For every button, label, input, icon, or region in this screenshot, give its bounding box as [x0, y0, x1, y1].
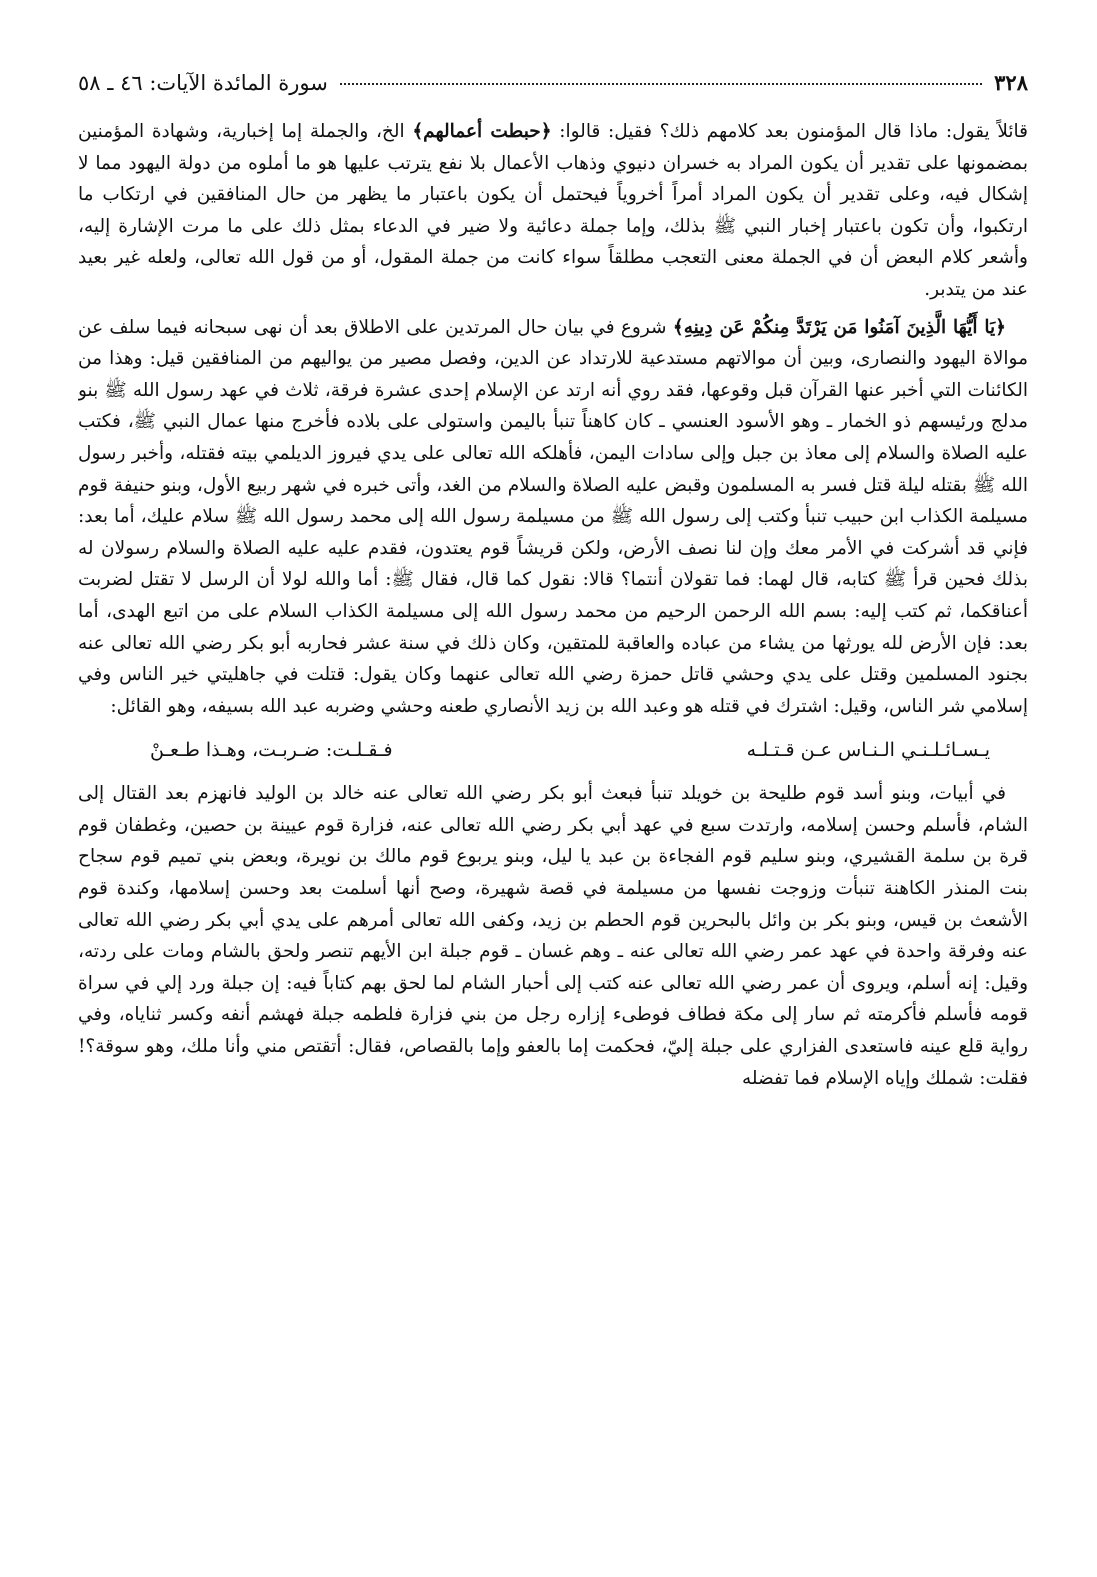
poetry-verse [150, 730, 990, 770]
running-title: سورة المائدة الآيات: ٤٦ ـ ٥٨ [78, 71, 328, 95]
paragraph-2 [78, 312, 1028, 723]
running-header [78, 70, 1028, 110]
quran-verse-quote: ﴿يَا أَيُّهَا الَّذِينَ آمَنُوا مَن يَرْتَدَّ مِنكُمْ عَن دِينِهِ﴾ [672, 316, 1006, 338]
verse-hemistich-2: فـقـلـت: ضـربـت، وهـذا طـعـنْ [150, 739, 393, 762]
paragraph-2-text: شروع في بيان حال المرتدين على الاطلاق بعد أن نهى سبحانه فيما سلف عن موالاة اليهود والنصارى، وبين أن موالاتهم مستدعية للارتداد عن الدين، وفصل مصير من يواليهم من المنافقين قيل: وهذا من الكائنات التي أخبر عنها القرآن قبل وقوعها، فقد روي أنه ارتد عن الإسلام إحدى عشرة فرقة، ثلاث في عهد رسول الله ﷺ بنو مدلج ورئيسهم ذو الخمار ـ وهو الأسود العنسي ـ كان كاهناً تنبأ باليمن واستولى على بلاده فأخرج منها عمال النبي ﷺ، فكتب عليه الصلاة والسلام إلى معاذ بن جبل وإلى سادات اليمن، فأهلكه الله تعالى على يدي فيروز الديلمي بيته فقتله، وأخبر رسول الله ﷺ بقتله ليلة قتل فسر به المسلمون وقبض عليه الصلاة والسلام من الغد، وأتى خبره في شهر ربيع الأول، وبنو حنيفة قوم مسيلمة الكذاب ابن حبيب تنبأ وكتب إلى رسول الله ﷺ من مسيلمة رسول الله إلى محمد رسول الله ﷺ سلام عليك، أما بعد: فإني قد أشركت في الأمر معك وإن لنا نصف الأرض، ولكن قريشاً قوم يعتدون، فقدم عليه عليه الصلاة والسلام رسولان له بذلك فحين قرأ ﷺ كتابه، قال لهما: فما تقولان أنتما؟ قالا: نقول كما قال، فقال ﷺ: أما والله لولا أن الرسل لا تقتل لضربت أعناقكما، ثم كتب إليه: بسم الله الرحمن الرحيم من محمد رسول الله إلى مسيلمة الكذاب السلام على من اتبع الهدى، أما بعد: فإن الأرض لله يورثها من يشاء من عباده والعاقبة للمتقين، وكان ذلك في سنة عشر فحاربه أبو بكر رضي الله تعالى عنه بجنود المسلمين وقتل على يدي وحشي قاتل حمزة رضي الله تعالى عنهما وكان يقول: قتلت في جاهليتي خير الناس وفي إسلامي شر الناس، وقيل: اشترك في قتله هو وعبد الله بن زيد الأنصاري طعنه وحشي وضربه عبد الله بسيفه، وهو القائل: [78, 316, 1028, 717]
paragraph-1-text-start: قائلاً يقول: ماذا قال المؤمنون بعد كلامهم ذلك؟ فقيل: قالوا: [551, 121, 1028, 142]
paragraph-3-text: في أبيات، وبنو أسد قوم طليحة بن خويلد تنبأ فبعث أبو بكر رضي الله تعالى عنه خالد بن الوليد فانهزم بعد القتال إلى الشام، فأسلم وحسن إسلامه، وارتدت سبع في عهد أبي بكر رضي الله تعالى عنه، فزارة قوم عيينة بن حصين، وغطفان قوم قرة بن سلمة القشيري، وبنو سليم قوم الفجاءة بن عبد يا ليل، وبنو يربوع قوم مالك بن نويرة، وبعض بني تميم قوم سجاح بنت المنذر الكاهنة تنبأت وزوجت نفسها من مسيلمة في قصة شهيرة، وصح أنها أسلمت بعد وحسن إسلامها، وكندة قوم الأشعث بن قيس، وبنو بكر بن وائل بالبحرين قوم الحطم بن زيد، وكفى الله تعالى أمرهم على يدي أبي بكر رضي الله تعالى عنه وفرقة واحدة في عهد عمر رضي الله تعالى عنه ـ وهم غسان ـ قوم جبلة ابن الأيهم تنصر ولحق بالشام ومات على ردته، وقيل: إنه أسلم، ويروى أن عمر رضي الله تعالى عنه كتب إلى أحبار الشام لما لحق بهم كتاباً فيه: إن جبلة ورد إلي في سراة قومه فأسلم فأكرمته ثم سار إلى مكة فطاف فوطىء إزاره رجل من بني فزارة فلطمه جبلة فهشم أنفه وكسر ثناياه، وفي رواية قلع عينه فاستعدى الفزاري على جبلة إليّ، فحكمت إما بالعفو وإما بالقصاص، فقال: أتقتص مني وأنا ملك، وهو سوقة؟! فقلت: شملك وإياه الإسلام فما تفضله [78, 783, 1028, 1089]
dotted-leader [340, 83, 982, 85]
book-page [78, 70, 1028, 1540]
verse-hemistich-1: يـسـائـلـنـي الـنـاس عـن قـتـلـه [746, 739, 990, 762]
paragraph-1-text-end: الخ، والجملة إما إخبارية، وشهادة المؤمنين بمضمونها على تقدير أن يكون المراد به خسران دنيوي وذهاب الأعمال بلا نفع يترتب عليها هو ما أملوه من دولة اليهود مما لا إشكال فيه، وعلى تقدير أن يكون المراد أمراً أخروياً فيحتمل أن يكون باعتبار ما يظهر من حال المنافقين في ارتكاب ما ارتكبوا، وأن تكون باعتبار إخبار النبي ﷺ بذلك، وإما جملة دعائية ولا ضير في الدعاء بمثل ذلك على ما مرت الإشارة إليه، وأشعر كلام البعض أن في الجملة معنى التعجب مطلقاً سواء كانت من جملة المقول، أو من قول الله تعالى، ولعله غير بعيد عند من يتدبر. [78, 121, 1028, 300]
body-text [78, 116, 1028, 1094]
paragraph-1 [78, 116, 1028, 306]
quran-quote: ﴿حبطت أعمالهم﴾ [412, 121, 552, 142]
paragraph-3 [78, 778, 1028, 1094]
page-number: ٣٢٨ [994, 70, 1028, 95]
